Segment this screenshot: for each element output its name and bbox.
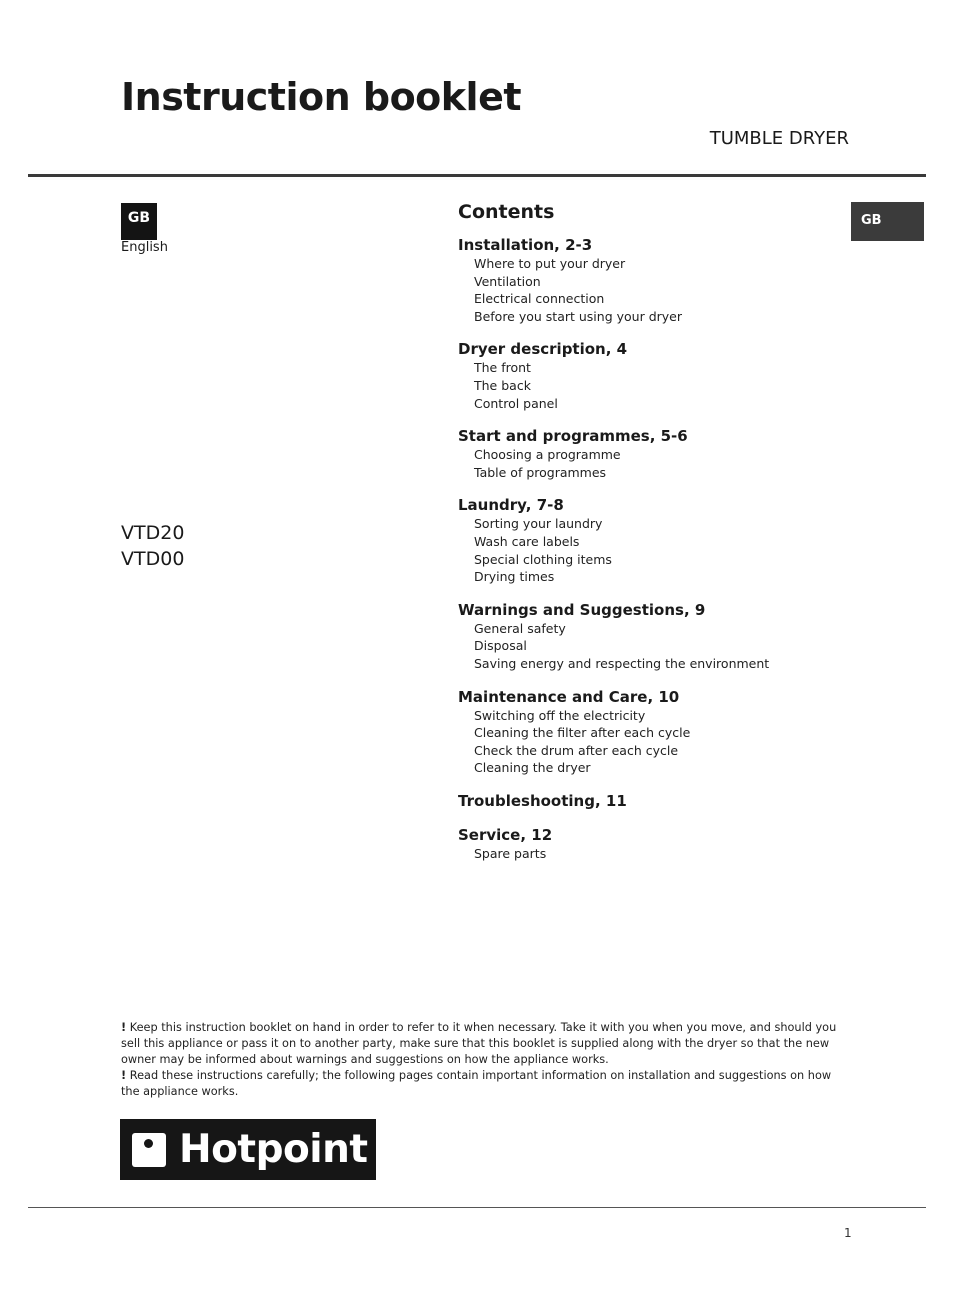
- list-item: The front: [474, 360, 531, 376]
- language-side-tab: GB: [851, 202, 924, 241]
- section-title: Maintenance and Care, 10: [458, 687, 680, 706]
- contents-heading: Contents: [458, 201, 555, 223]
- table-of-contents: [458, 200, 838, 877]
- list-item: Control panel: [474, 395, 558, 411]
- section-title: Dryer description, 4: [458, 340, 628, 359]
- list-item: General safety: [474, 620, 566, 636]
- model-number: VTD20: [121, 522, 185, 544]
- language-name: English: [121, 240, 168, 255]
- list-item: Cleaning the filter after each cycle: [474, 725, 691, 741]
- contents-section: [458, 688, 838, 777]
- list-item: Where to put your dryer: [474, 256, 626, 271]
- note-text: Read these instructions carefully; the following pages contain important information on installation and suggestions on how the appliance works.: [121, 1069, 832, 1098]
- product-type: TUMBLE DRYER: [709, 128, 849, 149]
- list-item: The back: [474, 377, 531, 393]
- warning-mark: !: [121, 1069, 127, 1082]
- contents-section: [458, 236, 838, 325]
- warning-mark: !: [121, 1021, 127, 1034]
- note: [121, 1068, 845, 1100]
- list-item: Spare parts: [474, 845, 547, 861]
- list-item: Drying times: [474, 569, 555, 585]
- section-title: Installation, 2-3: [458, 236, 593, 254]
- contents-section: [458, 826, 838, 863]
- logo-text: Hotpoint: [179, 1127, 368, 1172]
- list-item: Disposal: [474, 638, 527, 654]
- section-title: Start and programmes, 5-6: [458, 427, 688, 446]
- list-item: Sorting your laundry: [474, 516, 603, 532]
- page-title: Instruction booklet: [121, 75, 522, 119]
- note-text: Keep this instruction booklet on hand in order to refer to it when necessary. Take it with you when you move, and should you sell this appliance or pass it on to another party, make sure that this booklet is supplied along with the dryer so that the new owner may be informed about warnings and suggestions on how the appliance works.: [121, 1021, 837, 1066]
- section-items: [458, 845, 838, 863]
- contents-sections: [458, 236, 838, 862]
- contents-section: [458, 792, 838, 811]
- section-items: [458, 707, 838, 777]
- list-item: Ventilation: [474, 273, 541, 289]
- notes: [121, 1020, 845, 1100]
- contents-section: [458, 427, 838, 481]
- brand-mark-icon: [132, 1133, 166, 1167]
- language-badge: GB: [121, 203, 157, 240]
- list-item: Electrical connection: [474, 291, 605, 307]
- contents-section: [458, 496, 838, 585]
- section-items: [458, 446, 838, 481]
- header-divider: [28, 174, 926, 177]
- section-items: [458, 620, 838, 673]
- list-item: Check the drum after each cycle: [474, 742, 679, 758]
- list-item: Saving energy and respecting the environment: [474, 655, 770, 671]
- section-title: Warnings and Suggestions, 9: [458, 600, 706, 619]
- list-item: Special clothing items: [474, 551, 612, 567]
- list-item: Cleaning the dryer: [474, 760, 591, 776]
- model-number: VTD00: [121, 548, 185, 570]
- note: [121, 1020, 845, 1068]
- contents-section: [458, 340, 838, 412]
- list-item: Table of programmes: [474, 464, 607, 480]
- contents-section: [458, 601, 838, 673]
- section-title: Troubleshooting, 11: [458, 791, 627, 810]
- page-number: 1: [844, 1226, 852, 1240]
- model-list: [121, 520, 184, 572]
- section-items: [458, 515, 838, 585]
- list-item: Choosing a programme: [474, 447, 621, 463]
- section-title: Laundry, 7-8: [458, 496, 564, 515]
- list-item: Wash care labels: [474, 533, 580, 549]
- footer-divider: [28, 1207, 926, 1208]
- list-item: Before you start using your dryer: [474, 308, 682, 324]
- hotpoint-logo: [120, 1119, 376, 1180]
- section-items: [458, 255, 838, 325]
- list-item: Switching off the electricity: [474, 707, 646, 723]
- section-items: [458, 359, 838, 412]
- section-title: Service, 12: [458, 825, 553, 844]
